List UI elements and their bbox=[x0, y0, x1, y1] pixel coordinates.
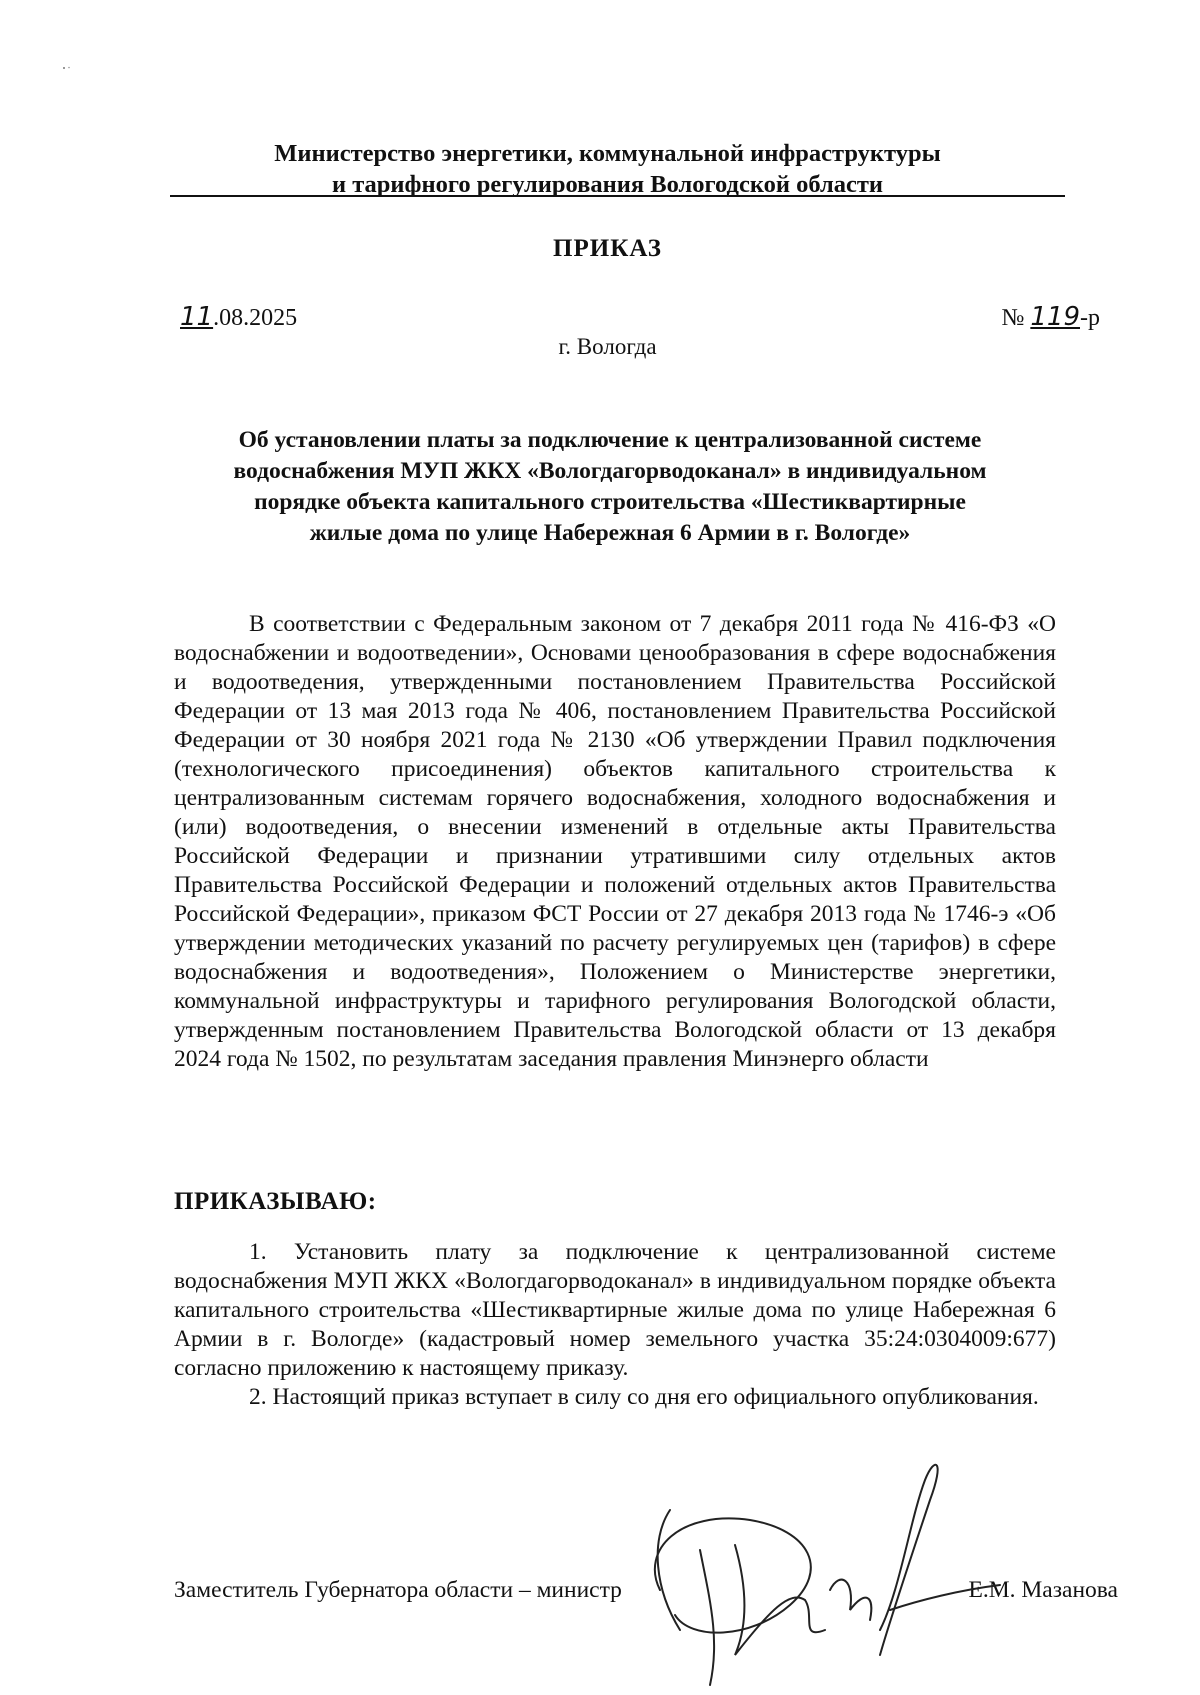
signer-title: Заместитель Губернатора области – министр bbox=[174, 1577, 622, 1603]
order-item-2: 2. Настоящий приказ вступает в силу со дня его официального опубликования. bbox=[249, 1384, 1039, 1410]
order-date bbox=[180, 302, 297, 332]
handwritten-signature bbox=[640, 1440, 1020, 1690]
ministry-header-line2: и тарифного регулирования Вологодской области bbox=[331, 171, 884, 198]
order-number-value: 119 bbox=[1030, 302, 1080, 332]
scan-speck bbox=[62, 66, 72, 70]
order-subject-line3: порядке объекта капитального строительства «Шестиквартирные bbox=[254, 489, 966, 515]
order-subject bbox=[200, 425, 1020, 549]
order-number bbox=[1001, 302, 1100, 332]
order-subject-line2: водоснабжения МУП ЖКХ «Вологдагорводоканал» в индивидуальном bbox=[233, 458, 987, 484]
document-title: ПРИКАЗ bbox=[553, 235, 662, 262]
ministry-header bbox=[160, 138, 1055, 200]
order-subject-line1: Об установлении платы за подключение к централизованной системе bbox=[238, 427, 982, 453]
header-rule bbox=[170, 195, 1065, 197]
order-number-prefix: № bbox=[1001, 305, 1031, 331]
order-directive: ПРИКАЗЫВАЮ: bbox=[174, 1188, 377, 1215]
preamble-block bbox=[174, 610, 1056, 1074]
order-subject-line4: жилые дома по улице Набережная 6 Армии в г. Вологде» bbox=[309, 520, 911, 546]
order-number-suffix: -р bbox=[1080, 305, 1100, 331]
ministry-header-line1: Министерство энергетики, коммунальной инфраструктуры bbox=[274, 140, 941, 167]
order-items bbox=[174, 1238, 1056, 1412]
order-item-1: 1. Установить плату за подключение к централизованной системе водоснабжения МУП ЖКХ «Вологдагорводоканал» в индивидуальном порядке объекта капитального строительства «Шестиквартирные жилые дома по улице Набережная 6 Армии в г. Вологде» (кадастровый номер земельного участка 35:24:0304009:677) согласно приложению к настоящему приказу. bbox=[174, 1239, 1056, 1381]
issue-city: г. Вологда bbox=[558, 334, 657, 359]
signer-name: Е.М. Мазанова bbox=[968, 1577, 1118, 1603]
order-date-rest: .08.2025 bbox=[213, 305, 298, 331]
order-date-day: 11 bbox=[180, 302, 214, 332]
preamble-paragraph: В соответствии с Федеральным законом от 7 декабря 2011 года № 416-ФЗ «О водоснабжении и водоотведении», Основами ценообразования в сфере водоснабжения и водоотведения, утвержденными постановлением Правительства Российской Федерации от 13 мая 2013 года № 406, постановлением Правительства Российской Федерации от 30 ноября 2021 года № 2130 «Об утверждении Правил подключения (технологического присоединения) объектов капитального строительства к централизованным системам горячего водоснабжения, холодного водоснабжения и (или) водоотведения, о внесении изменений в отдельные акты Правительства Российской Федерации и признании утратившими силу отдельных актов Правительства Российской Федерации и положений отдельных актов Правительства Российской Федерации», приказом ФСТ России от 27 декабря 2013 года № 1746-э «Об утверждении методических указаний по расчету регулируемых цен (тарифов) в сфере водоснабжения и водоотведения», Положением о Министерстве энергетики, коммунальной инфраструктуры и тарифного регулирования Вологодской области, утвержденным постановлением Правительства Вологодской области от 13 декабря 2024 года № 1502, по результатам заседания правления Минэнерго области bbox=[174, 611, 1056, 1072]
